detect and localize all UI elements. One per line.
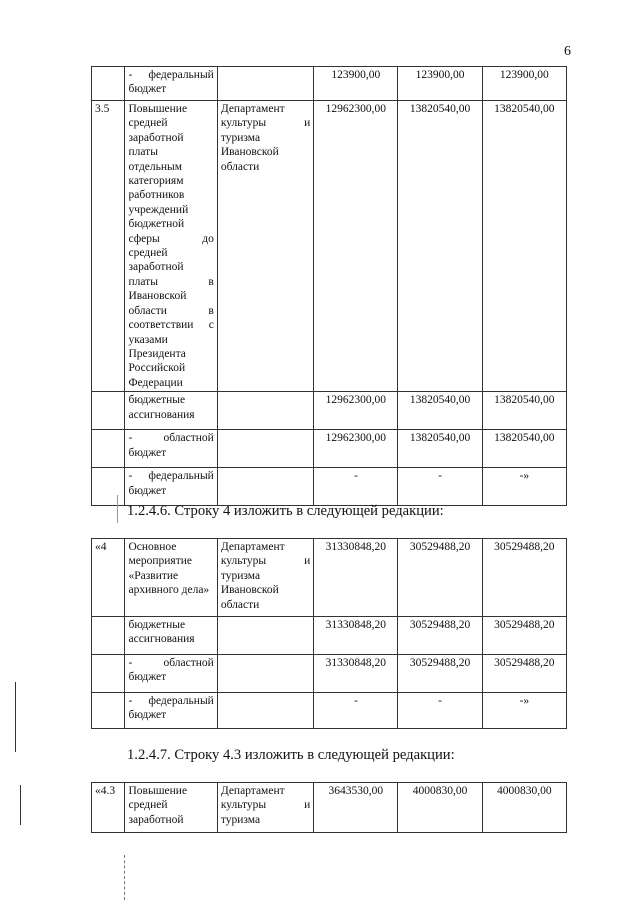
table-row (92, 783, 567, 833)
table-section-4 (91, 538, 567, 729)
amount-cell: 31330848,20 (314, 539, 398, 617)
amount-cell: 13820540,00 (398, 392, 482, 430)
amount-cell: - (314, 693, 398, 729)
amount-cell: - (398, 693, 482, 729)
amount-cell: 123900,00 (314, 67, 398, 101)
funding-source-cell: - федеральный бюджет (125, 67, 217, 101)
funding-source-cell: - областной бюджет (125, 655, 217, 693)
table-row (92, 392, 567, 430)
organization-cell: Департамент культуры и туризма (217, 783, 313, 833)
table-row (92, 468, 567, 506)
amount-cell: 31330848,20 (314, 655, 398, 693)
amount-cell: 13820540,00 (482, 430, 566, 468)
amount-cell: 13820540,00 (482, 392, 566, 430)
organization-cell (217, 693, 313, 729)
amount-cell: 13820540,00 (482, 101, 566, 392)
table-row (92, 430, 567, 468)
amount-cell: 13820540,00 (398, 101, 482, 392)
amount-cell: 30529488,20 (482, 617, 566, 655)
amount-cell: 12962300,00 (314, 101, 398, 392)
amount-cell: 123900,00 (482, 67, 566, 101)
amount-cell: 123900,00 (398, 67, 482, 101)
row-number-cell: «4.3 (92, 783, 125, 833)
organization-cell (217, 392, 313, 430)
amount-cell: 12962300,00 (314, 430, 398, 468)
amount-cell: 12962300,00 (314, 392, 398, 430)
table-row (92, 539, 567, 617)
table-row (92, 67, 567, 101)
organization-cell: Департамент культуры и туризма Ивановской области (217, 101, 313, 392)
amount-cell: - (398, 468, 482, 506)
scan-mark (20, 785, 21, 825)
amount-cell: 3643530,00 (314, 783, 398, 833)
organization-cell: Департамент культуры и туризма Ивановской области (217, 539, 313, 617)
amount-cell: 30529488,20 (398, 539, 482, 617)
page-number: 6 (564, 44, 571, 59)
table-row (92, 617, 567, 655)
funding-source-cell: - федеральный бюджет (125, 468, 217, 506)
amount-cell: 13820540,00 (398, 430, 482, 468)
row-number-cell: «4 (92, 539, 125, 617)
table-section-3-5 (91, 66, 567, 506)
amount-cell: 4000830,00 (398, 783, 482, 833)
activity-name-cell: Основное мероприятие «Развитие архивного дела» (125, 539, 217, 617)
amount-cell: - (314, 468, 398, 506)
row-number-cell (92, 430, 125, 468)
row-number-cell (92, 468, 125, 506)
organization-cell (217, 617, 313, 655)
amount-cell: 30529488,20 (482, 539, 566, 617)
amount-cell: 4000830,00 (482, 783, 566, 833)
organization-cell (217, 468, 313, 506)
funding-source-cell: бюджетные ассигнования (125, 617, 217, 655)
amount-cell: -» (482, 468, 566, 506)
organization-cell (217, 655, 313, 693)
row-number-cell (92, 617, 125, 655)
organization-cell (217, 430, 313, 468)
row-number-cell: 3.5 (92, 101, 125, 392)
activity-name-cell: Повышение средней заработной платы отдельным категориям работников учреждений бюджетной сферы до средней заработной платы в Ивановской области в соответствии с указами Президента Российской Федерации (125, 101, 217, 392)
row-number-cell (92, 655, 125, 693)
scan-mark (15, 682, 16, 752)
amount-cell: 31330848,20 (314, 617, 398, 655)
scan-mark (124, 855, 126, 900)
amount-cell: 30529488,20 (482, 655, 566, 693)
amount-cell: 30529488,20 (398, 655, 482, 693)
row-number-cell (92, 392, 125, 430)
table-section-4-3 (91, 782, 567, 833)
table-row (92, 693, 567, 729)
scan-mark (117, 495, 118, 523)
row-number-cell (92, 693, 125, 729)
organization-cell (217, 67, 313, 101)
amount-cell: -» (482, 693, 566, 729)
amount-cell: 30529488,20 (398, 617, 482, 655)
funding-source-cell: бюджетные ассигнования (125, 392, 217, 430)
funding-source-cell: - федеральный бюджет (125, 693, 217, 729)
paragraph-1-2-4-7: 1.2.4.7. Строку 4.3 изложить в следующей редакции: (127, 747, 455, 763)
table-row (92, 655, 567, 693)
funding-source-cell: - областной бюджет (125, 430, 217, 468)
table-row (92, 101, 567, 392)
activity-name-cell: Повышение средней заработной (125, 783, 217, 833)
paragraph-1-2-4-6: 1.2.4.6. Строку 4 изложить в следующей редакции: (127, 503, 444, 519)
row-number-cell (92, 67, 125, 101)
